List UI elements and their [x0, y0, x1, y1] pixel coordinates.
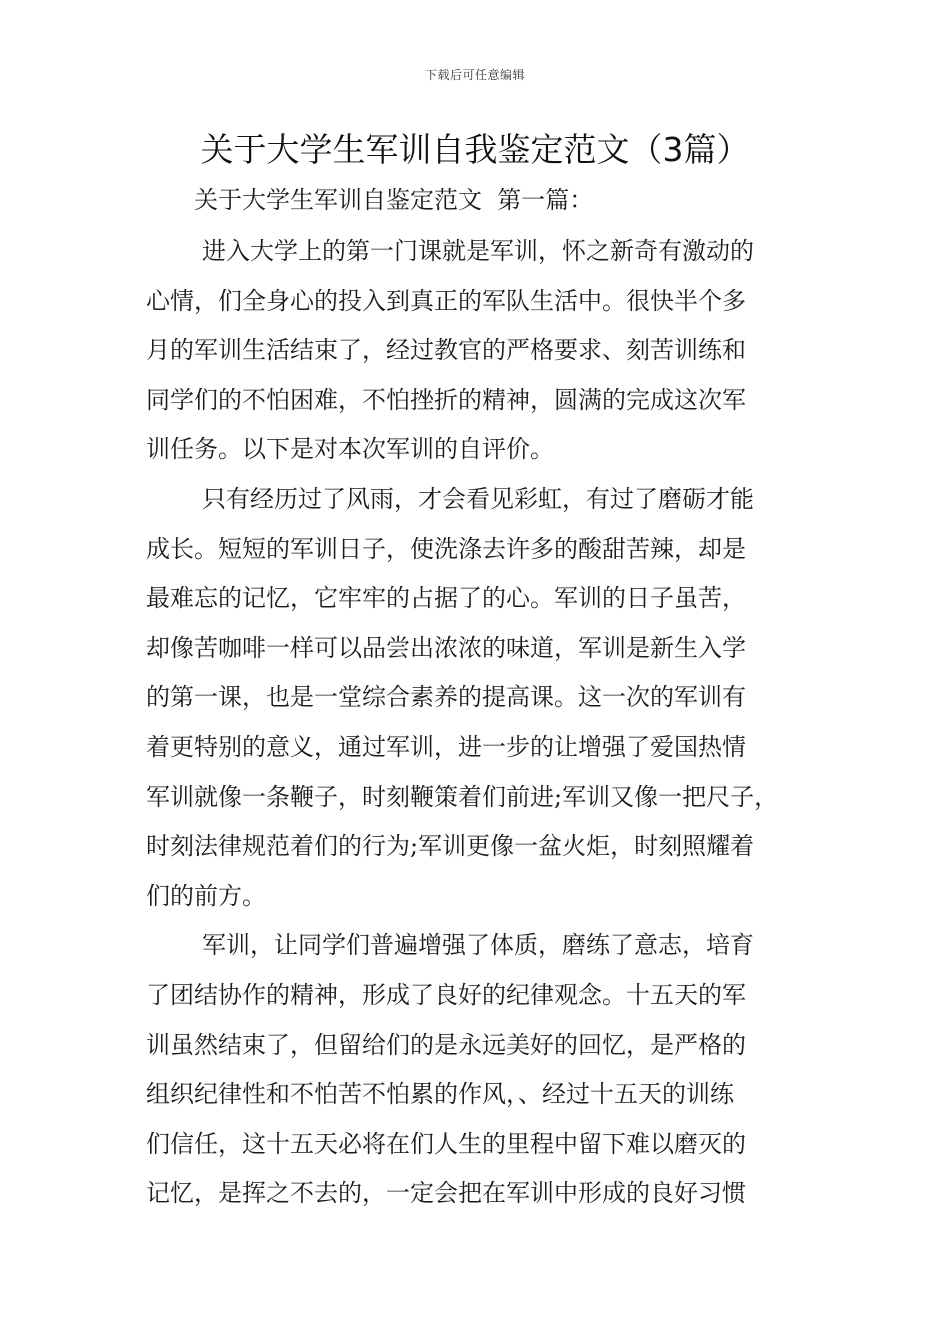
- text-line: 却像苦咖啡一样可以品尝出浓浓的味道，军训是新生入学: [146, 633, 746, 662]
- text-line: 同学们的不怕困难，不怕挫折的精神，圆满的完成这次军: [146, 385, 746, 414]
- text-line: 时刻法律规范着们的行为;军训更像一盆火炬，时刻照耀着: [146, 832, 755, 861]
- text-line: 们信任，这十五天必将在们人生的里程中留下难以磨灭的: [146, 1129, 746, 1158]
- text-line: 记忆，是挥之不去的，一定会把在军训中形成的良好习惯: [146, 1179, 746, 1208]
- paragraph-2: [146, 475, 808, 921]
- text-line: 的第一课，也是一堂综合素养的提高课。这一次的军训有: [146, 683, 746, 712]
- text-line: 训任务。以下是对本次军训的自评价。: [146, 435, 554, 464]
- paragraph-3: [146, 921, 808, 1219]
- text-line: 了团结协作的精神，形成了良好的纪律观念。十五天的军: [146, 980, 746, 1009]
- text-line: 军训就像一条鞭子，时刻鞭策着们前进;军训又像一把尺子，: [146, 782, 779, 811]
- text-line: 进入大学上的第一门课就是军训，怀之新奇有激动的: [202, 237, 754, 265]
- document-title: 关于大学生军训自我鉴定范文（3篇）: [200, 130, 750, 169]
- text-line: 月的军训生活结束了，经过教官的严格要求、刻苦训练和: [146, 336, 746, 365]
- text-line: 成长。短短的军训日子，使洗涤去许多的酸甜苦辣，却是: [146, 534, 746, 563]
- paragraph-1: [146, 227, 808, 475]
- document-body: [146, 227, 808, 1219]
- text-line: 军训，让同学们普遍增强了体质，磨练了意志，培育: [202, 931, 754, 960]
- text-line: 只有经历过了风雨，才会看见彩虹，有过了磨砺才能: [202, 484, 754, 513]
- text-line: 们的前方。: [146, 881, 266, 910]
- text-line: 着更特别的意义，通过军训，进一步的让增强了爱国热情: [146, 732, 746, 761]
- text-line: 训虽然结束了，但留给们的是永远美好的回忆，是严格的: [146, 1030, 746, 1059]
- text-line: 心情，们全身心的投入到真正的军队生活中。很快半个多: [146, 286, 746, 315]
- header-note: 下载后可任意编辑: [424, 68, 525, 82]
- text-line: 最难忘的记忆，它牢牢的占据了的心。军训的日子虽苦，: [146, 584, 746, 613]
- section-subtitle: 关于大学生军训自鉴定范文 第一篇：: [194, 186, 594, 214]
- text-line: 组织纪律性和不怕苦不怕累的作风，、经过十五天的训练: [146, 1080, 734, 1109]
